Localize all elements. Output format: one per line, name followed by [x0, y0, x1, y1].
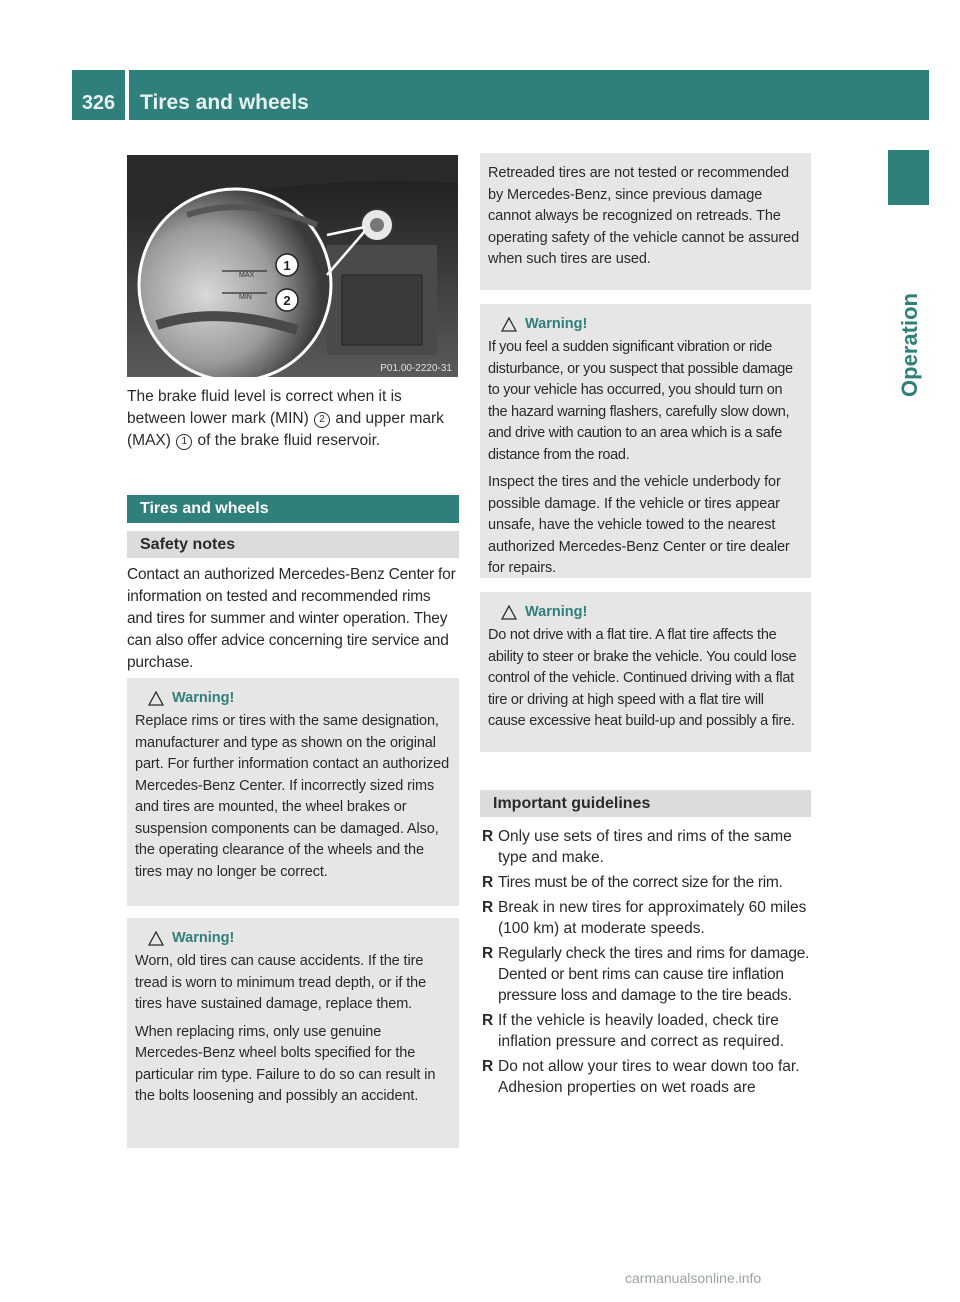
- brake-fluid-reservoir-photo: [127, 155, 458, 377]
- note-text: Retreaded tires are not tested or recommended by Mercedes-Benz, since previous damage cannot always be recognized on retreads. The operating safety of the vehicle cannot be assured when such tires are used.: [488, 165, 800, 267]
- warning-box-worn-tires: [127, 918, 459, 1148]
- warning-text: Worn, old tires can cause accidents. If the tire tread is worn to minimum tread depth, or if the tires have sustained damage, replace them.: [135, 953, 427, 1012]
- page-number: 326: [81, 92, 116, 114]
- list-item: R Tires must be of the correct size for the rim.: [482, 874, 783, 891]
- list-item: R Regularly check the tires and rims for damage. Dented or bent rims can cause tire inflation pressure loss and damage to the tire beads.: [482, 945, 810, 1004]
- warning-title: Warning!: [172, 690, 235, 706]
- warning-title: Warning!: [172, 930, 235, 946]
- side-tab: [888, 70, 929, 120]
- subsection-header-safety-notes: Safety notes: [127, 531, 459, 558]
- list-item: R If the vehicle is heavily loaded, check tire inflation pressure and correct as required.: [482, 1012, 785, 1050]
- warning-box-flat-tire: [480, 592, 811, 752]
- warning-text: When replacing rims, only use genuine Mercedes-Benz wheel bolts specified for the particular rim type. Failure to do so can result in the bolts loosening and possibly an accident.: [135, 1023, 436, 1104]
- warning-text: Inspect the tires and the vehicle underbody for possible damage. If the vehicle or tires appear unsafe, have the vehicle towed to the nearest authorized Mercedes-Benz Center or tire dealer for repairs.: [488, 474, 790, 576]
- warning-text: Replace rims or tires with the same designation, manufacturer and type as shown on the original part. For further information contact an authorized Mercedes-Benz Center. If incorrectly sized rims and tires are mounted, the wheel brakes or suspension components can be damaged. Also, the operating clearance of the wheels and the tires may no longer be correct.: [135, 713, 450, 880]
- svg-text:2: 2: [283, 293, 291, 308]
- list-item: R Do not allow your tires to wear down too far. Adhesion properties on wet roads are: [482, 1058, 800, 1096]
- warning-triangle-icon: [501, 317, 517, 332]
- warning-text: Do not drive with a flat tire. A flat tire affects the ability to steer or brake the vehicle. You could lose control of the vehicle. Continued driving with a flat tire or driving at high speed with a flat tire will cause excessive heat build-up and possibly a fire.: [488, 627, 797, 729]
- list-item: R Only use sets of tires and rims of the same type and make.: [482, 828, 792, 866]
- min-mark-label: MIN: [239, 294, 252, 301]
- warning-triangle-icon: [501, 605, 517, 620]
- page-title: Tires and wheels: [140, 91, 309, 114]
- warning-title: Warning!: [525, 604, 588, 620]
- list-item: R Break in new tires for approximately 60 miles (100 km) at moderate speeds.: [482, 899, 807, 937]
- chapter-label: Operation: [897, 293, 922, 397]
- intro-paragraph: The brake fluid level is correct when it is between lower mark (MIN) 2 and upper mark (MAX) 1 of the brake fluid reservoir.: [127, 388, 444, 449]
- section-header-tires-and-wheels: Tires and wheels: [127, 495, 459, 523]
- callout-2-ref: 2: [314, 412, 330, 428]
- guidelines-list: [480, 826, 811, 1098]
- note-box-retreaded-tires: [480, 153, 811, 290]
- warning-triangle-icon: [148, 931, 164, 946]
- warning-box-rims: [127, 678, 459, 906]
- max-mark-label: MAX: [239, 272, 255, 279]
- safety-notes-text: Contact an authorized Mercedes-Benz Center for information on tested and recommended rims and tires for summer and winter operation. They can also offer advice concerning tire service and purchase.: [127, 566, 456, 671]
- subsection-header-important-guidelines: Important guidelines: [480, 790, 811, 817]
- side-strip: [888, 150, 929, 205]
- warning-triangle-icon: [148, 691, 164, 706]
- callout-1-ref: 1: [176, 434, 192, 450]
- engine-bay-illustration: [127, 155, 458, 377]
- warning-text: If you feel a sudden significant vibration or ride disturbance, or you suspect that possible damage to your vehicle has occurred, you should turn on the hazard warning flashers, carefully slow down, and drive with caution to an area which is a safe distance from the road.: [488, 339, 793, 463]
- watermark: carmanualsonline.info: [625, 1270, 762, 1286]
- warning-box-vibration: [480, 304, 811, 578]
- svg-text:1: 1: [283, 258, 291, 273]
- image-code: P01.00-2220-31: [380, 363, 452, 374]
- warning-title: Warning!: [525, 316, 588, 332]
- header-divider: [125, 70, 129, 120]
- guidelines-list-container: [480, 826, 811, 1102]
